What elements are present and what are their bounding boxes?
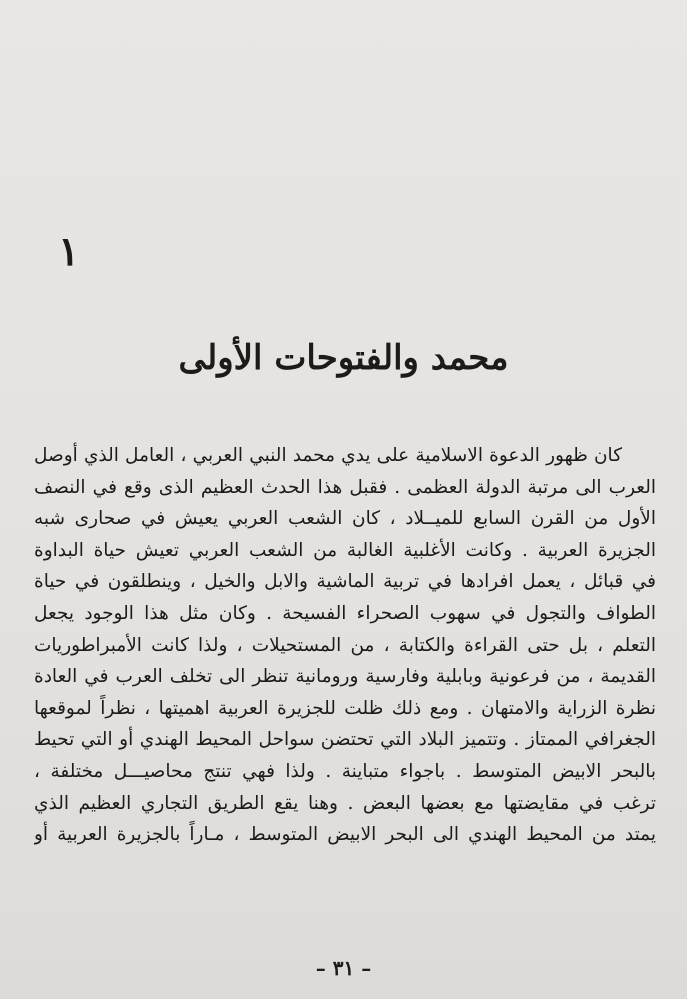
text-line: نظرة الزراية والامتهان . ومع ذلك ظلت للجزيرة العربية اهميتها ، نظراً لموقعها	[34, 697, 656, 719]
text-line: العرب الى مرتبة الدولة العظمى . فقبل هذا الحدث العظيم الذى وقع في النصف	[34, 476, 656, 498]
page-number: – ٣١ –	[315, 956, 372, 980]
chapter-title: محمد والفتوحات الأولى	[178, 338, 509, 378]
body-text	[34, 440, 656, 851]
text-line: التعلم ، بل حتى القراءة والكتابة ، من المستحيلات ، ولذا كانت الأمبراطوريات	[34, 634, 656, 656]
text-line: ترغب في مقايضتها مع بعضها البعض . وهنا يقع الطريق التجاري العظيم الذي	[34, 792, 656, 814]
text-line: الجغرافي الممتاز . وتتميز البلاد التي تحتضن سواحل المحيط الهندي أو التي تحيط	[34, 729, 656, 751]
text-line: بالبحر الابيض المتوسط . باجواء متباينة . ولذا فهي تنتج محاصيـــل مختلفة ،	[34, 760, 656, 782]
text-line: يمتد من المحيط الهندي الى البحر الابيض المتوسط ، مـاراً بالجزيرة العربية أو	[34, 824, 656, 846]
text-line: في قبائل ، يعمل افرادها في تربية الماشية والابل والخيل ، وينطلقون في حياة	[34, 571, 656, 593]
text-line: الأول من القرن السابع للميــلاد ، كان الشعب العربي يعيش في صحارى شبه	[34, 508, 656, 530]
text-line: الجزيرة العربية . وكانت الأغلبية الغالبة من الشعب العربي تعيش حياة البداوة	[34, 539, 656, 561]
text-line: الطواف والتجول في سهوب الصحراء الفسيحة . وكان مثل هذا الوجود يجعل	[34, 602, 656, 624]
text-line: القديمة ، من فرعونية وبابلية وفارسية ورومانية تنظر الى تخلف العرب في العادة	[34, 666, 656, 688]
chapter-number: ١	[58, 228, 80, 275]
text-line: كان ظهور الدعوة الاسلامية على يدي محمد النبي العربي ، العامل الذي أوصل	[34, 445, 622, 466]
